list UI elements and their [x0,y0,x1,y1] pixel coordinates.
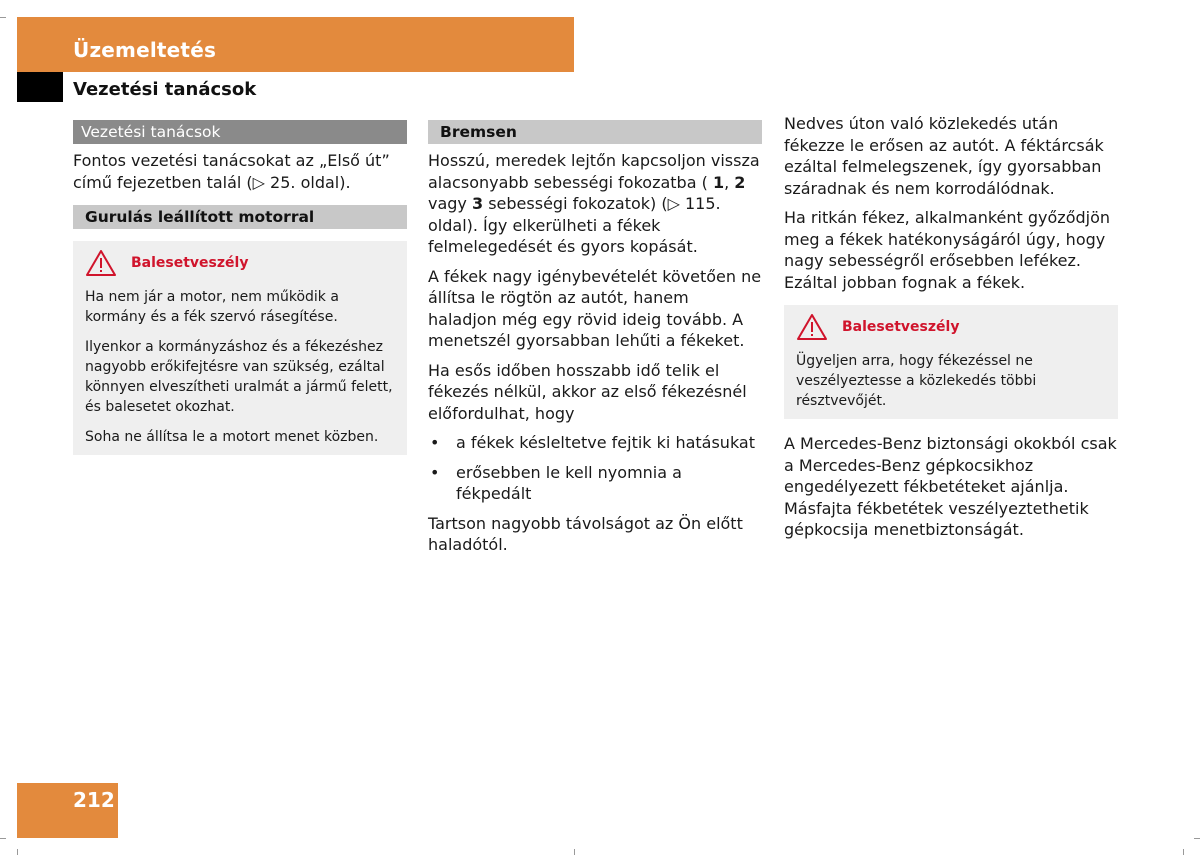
warning-text: Ügyeljen arra, hogy fékezéssel ne veszélyeztesse a közlekedés többi résztvevőjét. [796,353,1037,409]
warning-box [784,305,1118,419]
warning-box [73,241,407,455]
warning-header [85,249,395,277]
column-right [784,113,1118,549]
page-subtitle: Vezetési tanácsok [73,79,257,100]
bullet-icon: • [430,433,440,452]
section-marker [17,72,63,102]
crop-mark [0,838,6,839]
list-item: • erősebben le kell nyomnia a fékpedált [430,462,682,503]
bullet-icon: • [430,462,440,482]
warning-header [796,313,1106,341]
list-item: • a fékek késleltetve fejtik ki hatásukat [430,433,756,452]
warning-text: Soha ne állítsa le a motort menet közben. [85,429,379,445]
section-heading-brakes: Bremsen [428,120,762,144]
warning-triangle-icon [796,313,828,341]
bullet-list [428,432,762,505]
section-heading-driving-tips: Vezetési tanácsok [73,120,407,144]
brakes-paragraph: Ha ritkán fékez, alkalmanként győződjön meg a fékek hatékonyságáról úgy, hogy nagy sebességről erősebben lefékez. Ezáltal jobban fognak a fékek. [784,208,1111,292]
brakes-paragraph: Tartson nagyobb távolságot az Ön előtt haladótól. [428,513,743,554]
driving-tips-text: Fontos vezetési tanácsokat az „Első út” című fejezetben talál (▷ 25. oldal). [73,151,390,192]
section-heading-coasting: Gurulás leállított motorral [73,205,407,229]
warning-triangle-icon [85,249,117,277]
warning-label: Balesetveszély [131,255,249,271]
column-middle [428,120,762,564]
crop-mark [17,849,18,855]
crop-mark [574,849,575,855]
warning-text: Ha nem jár a motor, nem működik a kormány és a fék szervó rásegítése. [85,289,339,325]
crop-mark [0,17,6,18]
crop-mark [1183,849,1184,855]
brakes-paragraph: A Mercedes-Benz biztonsági okokból csak a Mercedes-Benz gépkocsikhoz engedélyezett fékbetéteket ajánlja. Másfajta fékbetétek veszélyeztethetik gépkocsija menetbiztonságát. [784,434,1117,539]
chapter-title: Üzemeltetés [73,38,217,62]
column-left [73,120,407,455]
brakes-paragraph: A fékek nagy igénybevételét követően ne állítsa le rögtön az autót, hanem haladjon még egy rövid ideig tovább. A menetszél gyorsabban lehűti a fékeket. [428,266,762,350]
page-number: 212 [73,788,115,812]
warning-label: Balesetveszély [842,319,960,335]
crop-mark [1194,838,1200,839]
brakes-paragraph: Nedves úton való közlekedés után fékezze le erősen az autót. A féktárcsák ezáltal felmelegszenek, így gyorsabban száradnak és nem korrodálódnak. [784,114,1104,198]
brakes-paragraph: Hosszú, meredek lejtőn kapcsoljon vissza alacsonyabb sebességi fokozatba ( 1, 2 vagy 3 sebességi fokozatok) (▷ 115. oldal). Így elkerülheti a fékek felmelegedését és gyors kopását. [428,151,760,256]
warning-text: Ilyenkor a kormányzáshoz és a fékezéshez nagyobb erőkifejtésre van szükség, ezáltal könnyen elveszítheti uralmát a jármű felett, és balesetet okozhat. [85,339,393,415]
brakes-paragraph: Ha esős időben hosszabb idő telik el fékezés nélkül, akkor az első fékezésnél előfordulhat, hogy [428,360,747,423]
